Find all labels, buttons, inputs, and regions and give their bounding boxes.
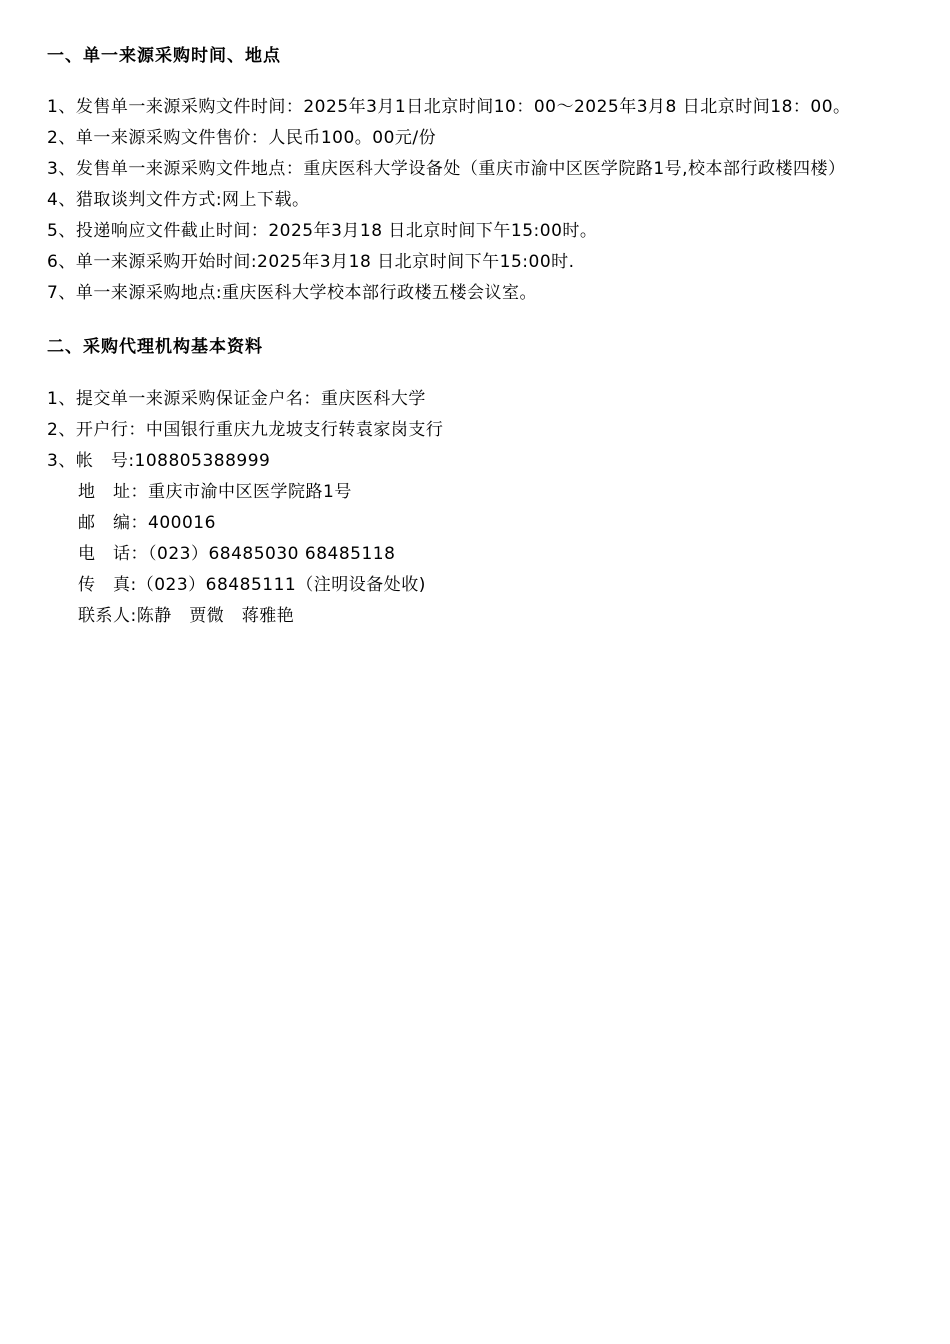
contacts-line: 联系人:陈静 贾微 蒋雅艳	[78, 606, 295, 626]
list-item: 2、开户行：中国银行重庆九龙坡支行转袁家岗支行	[47, 420, 444, 440]
list-item: 1、提交单一来源采购保证金户名：重庆医科大学	[47, 389, 426, 409]
list-item: 6、单一来源采购开始时间:2025年3月18 日北京时间下午15:00时.	[47, 252, 575, 272]
agency-info-list	[47, 384, 907, 632]
list-item: 4、猎取谈判文件方式:网上下载。	[47, 190, 310, 210]
list-item: 3、帐 号:108805388999	[47, 451, 271, 471]
list-item: 7、单一来源采购地点:重庆医科大学校本部行政楼五楼会议室。	[47, 283, 538, 303]
list-item: 5、投递响应文件截止时间：2025年3月18 日北京时间下午15:00时。	[47, 221, 598, 241]
list-item: 1、发售单一来源采购文件时间：2025年3月1日北京时间10：00～2025年3月8 日北京时间18：00。	[47, 97, 851, 117]
fax-line: 传 真:（023）68485111（注明设备处收)	[78, 575, 426, 595]
list-item: 2、单一来源采购文件售价：人民币100。00元/份	[47, 128, 437, 148]
address-line: 地 址：重庆市渝中区医学院路1号	[78, 482, 352, 502]
section-heading-time-place: 一、单一来源采购时间、地点	[47, 46, 281, 66]
time-place-list	[47, 92, 907, 309]
document-page	[47, 42, 907, 632]
section-heading-agency-info: 二、采购代理机构基本资料	[47, 337, 263, 357]
list-item: 3、发售单一来源采购文件地点：重庆医科大学设备处（重庆市渝中区医学院路1号,校本部行政楼四楼）	[47, 159, 846, 179]
phone-line: 电 话：（023）68485030 68485118	[78, 544, 396, 564]
postcode-line: 邮 编：400016	[78, 513, 216, 533]
